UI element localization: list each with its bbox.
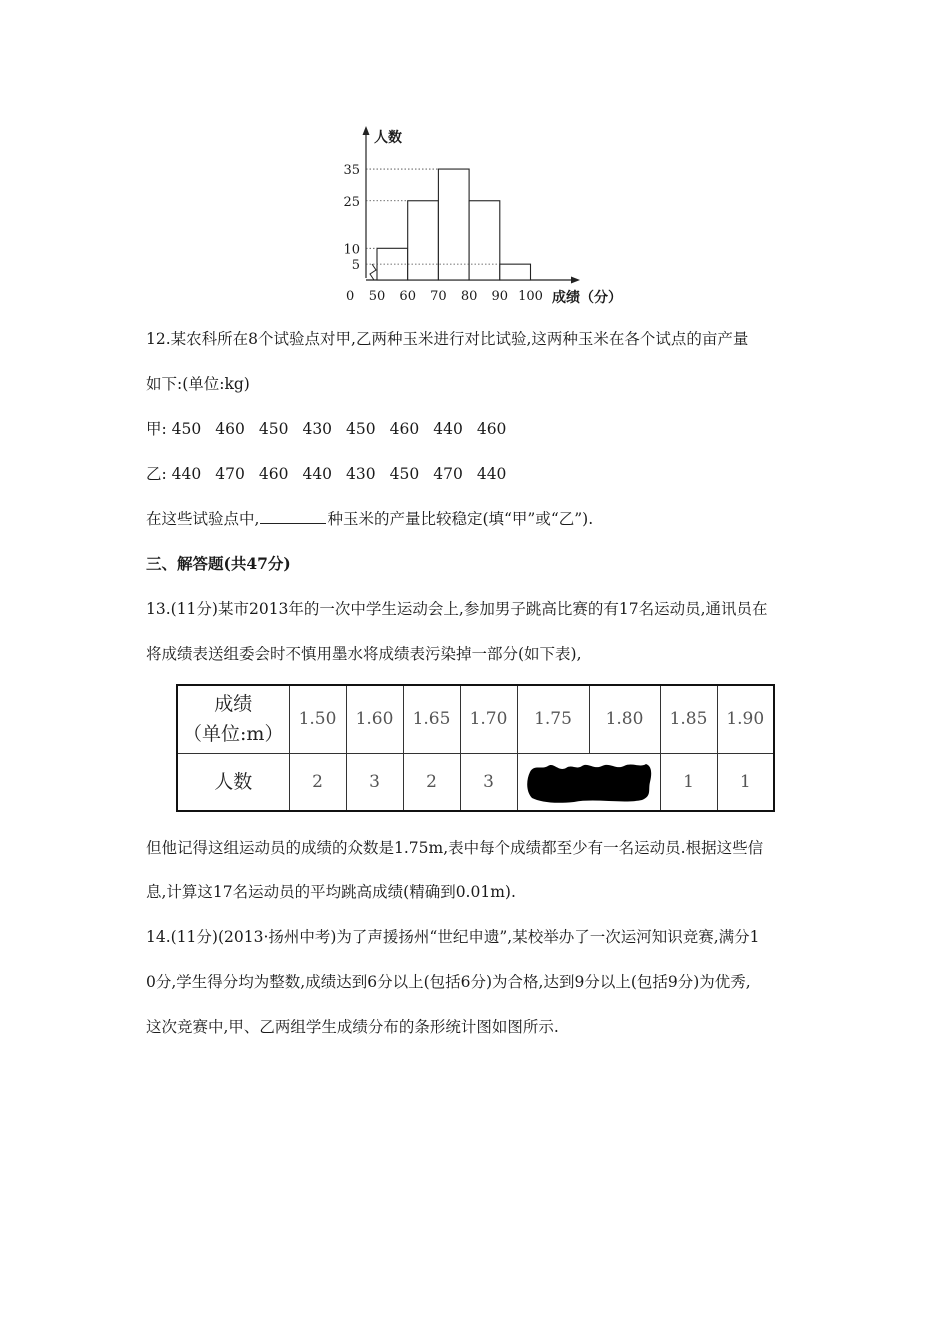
y-tick-label: 35	[343, 163, 360, 179]
score-cell: 1.90	[717, 685, 774, 753]
y-tick-label: 5	[351, 258, 360, 274]
count-row	[177, 753, 774, 811]
x-tick-label: 90	[491, 289, 509, 304]
score-cell: 1.65	[403, 685, 460, 753]
score-header-line1: 成绩	[214, 693, 253, 716]
score-header-line2: （单位:m）	[183, 723, 284, 746]
score-cell: 1.85	[660, 685, 717, 753]
q13-line4: 息,计算这17名运动员的平均跳高成绩(精确到0.01m).	[146, 883, 516, 901]
axis-break-mark	[370, 264, 376, 280]
q13-line3: 但他记得这组运动员的成绩的众数是1.75m,表中每个成绩都至少有一名运动员.根据这些信	[146, 839, 764, 857]
count-cell: 3	[460, 753, 517, 811]
jia-value: 460	[389, 420, 420, 438]
yi-value: 440	[171, 465, 202, 483]
answer-blank[interactable]	[260, 509, 326, 524]
y-tick-label: 10	[343, 242, 360, 258]
count-cell: 3	[346, 753, 403, 811]
score-cell: 1.50	[289, 685, 346, 753]
yi-value: 470	[215, 465, 245, 483]
score-row-header	[177, 685, 289, 753]
x-axis-arrow	[571, 277, 580, 284]
count-cell: 2	[289, 753, 346, 811]
histogram-bar	[469, 201, 500, 280]
yi-value: 470	[433, 465, 463, 483]
score-histogram	[330, 120, 650, 310]
q13-line1: 13.(11分)某市2013年的一次中学生运动会上,参加男子跳高比赛的有17名运动员,通讯员在	[146, 600, 768, 618]
x-tick-label: 50	[368, 289, 386, 304]
q14-line2: 0分,学生得分均为整数,成绩达到6分以上(包括6分)为合格,达到9分以上(包括9分)为优秀,	[146, 973, 751, 991]
histogram-bars	[377, 169, 531, 280]
q12-line2: 如下:(单位:kg)	[146, 375, 250, 393]
jia-label: 甲:	[146, 420, 167, 438]
count-cell: 1	[660, 753, 717, 811]
jia-value: 450	[171, 420, 202, 438]
histogram-bar	[408, 201, 439, 280]
jia-value: 450	[258, 420, 289, 438]
q13-line2: 将成绩表送组委会时不慎用墨水将成绩表污染掉一部分(如下表),	[146, 645, 582, 663]
y-tick-label: 25	[343, 194, 360, 210]
score-cell: 1.60	[346, 685, 403, 753]
yi-value: 450	[389, 465, 420, 483]
count-cell: 2	[403, 753, 460, 811]
q12-line5	[146, 507, 593, 529]
q12-yi-row	[146, 462, 520, 484]
x-axis-title: 成绩（分）	[552, 290, 622, 306]
jia-value: 450	[346, 420, 376, 438]
y-axis-arrow	[363, 126, 370, 135]
yi-value: 440	[302, 465, 333, 483]
jia-value: 460	[476, 420, 507, 438]
count-row-header: 人数	[177, 753, 289, 811]
jia-value: 440	[433, 420, 463, 438]
x-tick-label: 80	[460, 289, 478, 304]
yi-value: 440	[476, 465, 507, 483]
count-cell: 1	[717, 753, 774, 811]
x-tick-label: 100	[518, 289, 543, 304]
q12-jia-row	[146, 417, 520, 439]
ink-stain	[524, 760, 654, 804]
origin-label: 0	[346, 289, 355, 304]
yi-value: 460	[258, 465, 289, 483]
q12-line5-after: 种玉米的产量比较稳定(填“甲”或“乙”).	[327, 510, 594, 528]
x-tick-labels	[369, 289, 543, 304]
x-tick-label: 70	[430, 289, 447, 304]
q12-line5-before: 在这些试验点中,	[146, 510, 260, 528]
score-cell: 1.70	[460, 685, 517, 753]
histogram-bar	[438, 169, 469, 280]
jia-value: 460	[215, 420, 245, 438]
score-table	[176, 684, 775, 812]
histogram-bar	[500, 264, 531, 280]
section3-title: 三、解答题(共47分)	[146, 554, 291, 573]
q14-line3: 这次竞赛中,甲、乙两组学生成绩分布的条形统计图如图所示.	[146, 1018, 559, 1036]
score-cell: 1.80	[589, 685, 660, 753]
x-tick-label: 60	[399, 289, 416, 304]
yi-label: 乙:	[146, 465, 167, 483]
q14-line1: 14.(11分)(2013·扬州中考)为了声援扬州“世纪申遗”,某校举办了一次运河知识竞赛,满分1	[146, 928, 760, 946]
y-axis-title: 人数	[374, 130, 402, 146]
score-cell: 1.75	[517, 685, 589, 753]
jia-value: 430	[302, 420, 333, 438]
histogram-bar	[377, 248, 408, 280]
yi-value: 430	[346, 465, 376, 483]
score-row	[177, 685, 774, 753]
y-tick-labels	[343, 163, 360, 273]
q12-line1: 12.某农科所在8个试验点对甲,乙两种玉米进行对比试验,这两种玉米在各个试点的亩产量	[146, 330, 749, 348]
